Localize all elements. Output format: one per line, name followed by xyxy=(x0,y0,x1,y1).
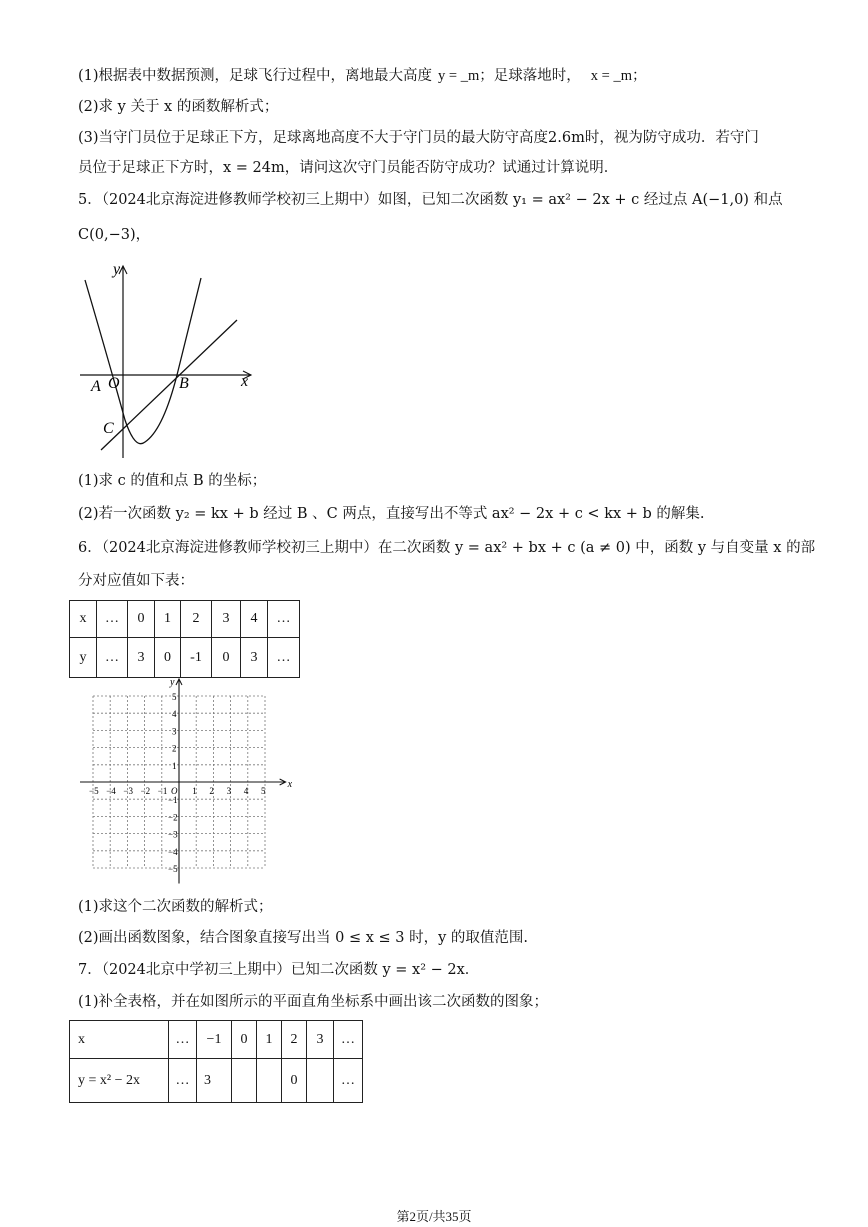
q6-part2: (2)画出函数图象，结合图象直接写出当 0 ≤ x ≤ 3 时，y 的取值范围. xyxy=(78,930,529,946)
x-tick-label: −4 xyxy=(106,786,116,796)
q5-stem-line2: C(0,−3)， xyxy=(78,227,151,243)
q4-part1: (1)根据表中数据预测，足球飞行过程中，离地最大高度 y = _m；足球落地时， x = _m； xyxy=(78,68,647,84)
label-y: y xyxy=(113,262,121,278)
y-tick-label: −3 xyxy=(168,829,178,840)
q6-coordinate-grid xyxy=(78,676,293,886)
q5-figure xyxy=(75,262,260,462)
table-row: x … −1 0 1 2 3 … xyxy=(70,1021,363,1059)
x-tick-label: −3 xyxy=(123,786,133,796)
x-tick-label: −5 xyxy=(89,786,99,796)
x-tick-label: −2 xyxy=(140,786,151,796)
y-tick-label: 4 xyxy=(172,709,177,720)
label-b: B xyxy=(179,375,189,392)
page-footer: 第2页/共35页 xyxy=(396,1209,472,1224)
y-axis-label: y xyxy=(170,677,175,688)
q5-part2: (2)若一次函数 y₂ = kx + b 经过 B 、C 两点，直接写出不等式 ax² − 2x + c < kx + b 的解集. xyxy=(78,506,705,522)
q7-part1: (1)补全表格，并在如图所示的平面直角坐标系中画出该二次函数的图象； xyxy=(78,994,549,1010)
label-o: O xyxy=(108,375,120,392)
y-tick-label: −1 xyxy=(168,795,178,806)
table-row: y = x² − 2x … 3 0 … xyxy=(70,1059,363,1103)
y-tick-label: 2 xyxy=(172,743,177,754)
q4-part3-line2: 员位于足球正下方时，x = 24m，请问这次守门员能否防守成功？试通过计算说明． xyxy=(78,160,619,176)
q4-part2: (2)求 y 关于 x 的函数解析式； xyxy=(78,99,279,115)
x-tick-label: 2 xyxy=(209,786,214,796)
y-tick-label: −5 xyxy=(168,864,178,874)
origin-label: O xyxy=(171,786,178,796)
parabola-curve xyxy=(85,278,201,444)
y-tick-label: 3 xyxy=(172,726,177,737)
q7-value-table xyxy=(69,1020,363,1103)
q7-stem: 7．（2024北京中学初三上期中）已知二次函数 y = x² − 2x． xyxy=(78,962,480,978)
q5-part1: (1)求 c 的值和点 B 的坐标； xyxy=(78,473,267,489)
table-row: y … 3 0 -1 0 3 … xyxy=(70,638,300,678)
q4-part3-line1: (3)当守门员位于足球正下方，足球离地高度不大于守门员的最大防守高度2.6m时，视为防守成功．若守门 xyxy=(78,130,759,146)
label-x: x xyxy=(241,373,249,390)
x-tick-label: 3 xyxy=(226,786,232,796)
y-tick-label: −4 xyxy=(168,846,178,857)
q6-stem-line2: 分对应值如下表： xyxy=(78,573,194,589)
x-tick-label: −1 xyxy=(157,786,168,796)
q5-stem-line1: 5．（2024北京海淀进修教师学校初三上期中）如图，已知二次函数 y₁ = ax² − 2x + c 经过点 A(−1,0) 和点 xyxy=(78,192,783,208)
label-a: A xyxy=(91,378,101,395)
y-tick-label: 5 xyxy=(172,692,177,702)
q6-stem-line1: 6．（2024北京海淀进修教师学校初三上期中）在二次函数 y = ax² + bx + c (a ≠ 0) 中，函数 y 与自变量 x 的部 xyxy=(78,540,816,556)
label-c: C xyxy=(103,420,114,437)
x-tick-label: 5 xyxy=(261,786,266,796)
q6-part1: (1)求这个二次函数的解析式； xyxy=(78,899,273,915)
y-tick-label: −2 xyxy=(168,812,178,823)
q6-value-table xyxy=(69,600,300,678)
table-row: x … 0 1 2 3 4 … xyxy=(70,601,300,638)
x-tick-label: 4 xyxy=(243,786,249,796)
y-tick-label: 1 xyxy=(172,760,177,771)
x-axis-label: x xyxy=(287,779,293,790)
x-tick-label: 1 xyxy=(192,786,197,796)
line-bc xyxy=(101,320,237,450)
